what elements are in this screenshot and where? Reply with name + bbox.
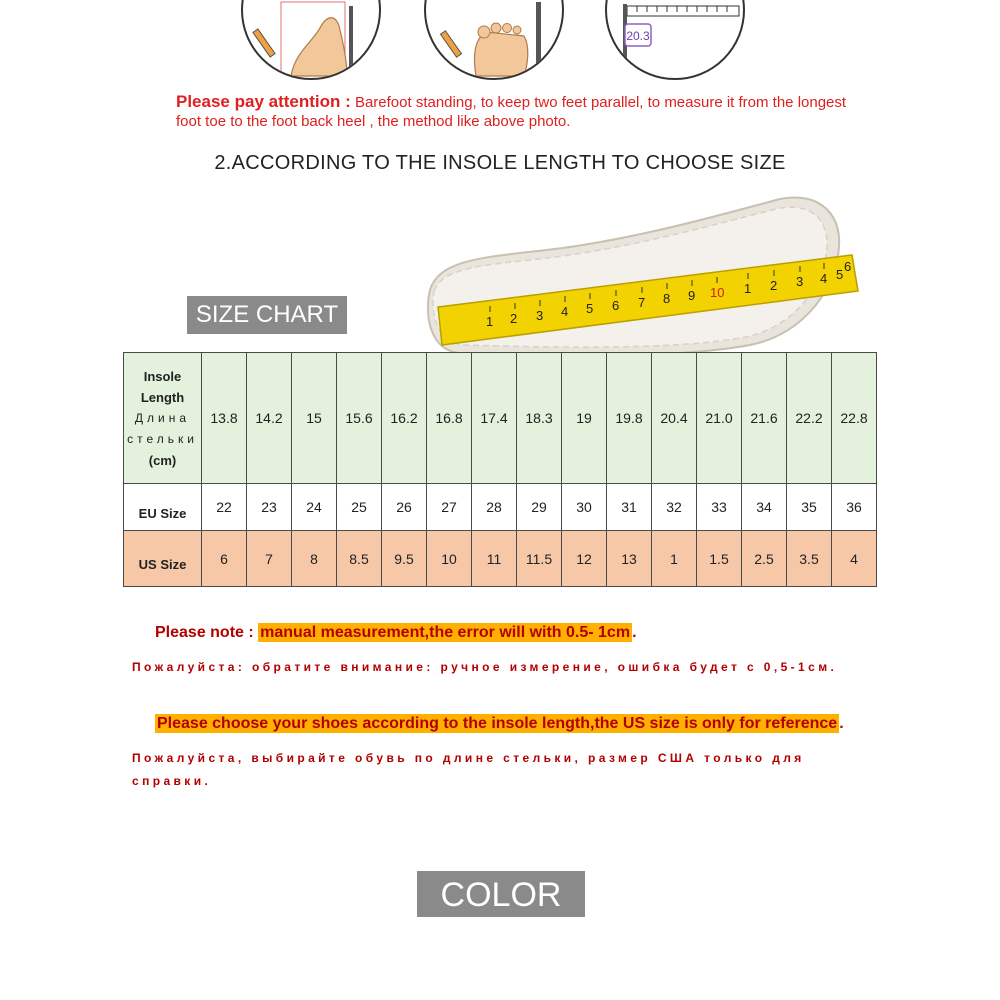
us-size-header: US Size (124, 531, 202, 587)
tape-mark-4: 4 (561, 304, 569, 319)
eu-cell: 29 (517, 484, 562, 531)
us-cell: 13 (607, 531, 652, 587)
measure-step-3 (605, 0, 745, 80)
insole-cell: 16.8 (427, 353, 472, 484)
size-reference-note-ru: Пожалуйста, выбирайте обувь по длине стельки, размер США только для справки. (132, 751, 805, 788)
insole-cell: 21.6 (742, 353, 787, 484)
insole-length-header (124, 353, 202, 484)
insole-unit: (cm) (148, 452, 177, 468)
us-cell: 1 (652, 531, 697, 587)
note-highlight: Please choose your shoes according to the insole length,the US size is only for reference (157, 715, 838, 732)
tape-mark-2: 2 (510, 311, 518, 326)
tape-mark-8: 8 (663, 291, 671, 306)
measure-step-2 (424, 0, 564, 80)
measurement-error-note-ru: Пожалуйста: обратите внимание: ручное измерение, ошибка будет с 0,5-1см. (132, 660, 838, 674)
attention-lead: Please pay attention : (176, 92, 351, 111)
eu-cell: 28 (472, 484, 517, 531)
tape-mark-5: 5 (586, 301, 594, 316)
us-cell: 9.5 (382, 531, 427, 587)
tape-mark-16: 6 (844, 259, 852, 274)
insole-cell: 13.8 (202, 353, 247, 484)
tape-mark-11: 1 (744, 281, 752, 296)
eu-cell: 30 (562, 484, 607, 531)
size-chart-label: SIZE CHART (187, 296, 347, 334)
us-cell: 11.5 (517, 531, 562, 587)
measure-step-1 (241, 0, 381, 80)
attention-note (176, 92, 856, 131)
eu-cell: 35 (787, 484, 832, 531)
eu-cell: 22 (202, 484, 247, 531)
tape-mark-13: 3 (796, 274, 804, 289)
tape-mark-12: 2 (770, 278, 778, 293)
us-size-row (124, 531, 877, 587)
tape-mark-14: 4 (820, 271, 828, 286)
ruler-reading: 20.3 (626, 29, 650, 43)
tape-mark-6: 6 (612, 298, 620, 313)
note-tail: . (632, 624, 637, 641)
insole-cell: 19.8 (607, 353, 652, 484)
color-label: COLOR (417, 871, 585, 917)
us-cell: 6 (202, 531, 247, 587)
eu-cell: 25 (337, 484, 382, 531)
insole-length-row (124, 353, 877, 484)
tape-mark-9: 9 (688, 288, 696, 303)
note-lead: Please note : (155, 624, 254, 641)
insole-photo (420, 195, 860, 355)
tape-mark-3: 3 (536, 308, 544, 323)
eu-cell: 27 (427, 484, 472, 531)
insole-cell: 18.3 (517, 353, 562, 484)
foot-side-icon (243, 0, 381, 80)
foot-top-icon (426, 0, 564, 80)
us-cell: 8.5 (337, 531, 382, 587)
insole-cell: 17.4 (472, 353, 517, 484)
eu-cell: 24 (292, 484, 337, 531)
eu-cell: 34 (742, 484, 787, 531)
us-cell: 10 (427, 531, 472, 587)
insole-cell: 22.8 (832, 353, 877, 484)
tape-mark-10: 10 (710, 285, 725, 300)
insole-cell: 16.2 (382, 353, 427, 484)
note-highlight: manual measurement,the error will with 0.5- 1cm (260, 624, 631, 641)
insole-cell: 15.6 (337, 353, 382, 484)
insole-label: Insole Length (140, 368, 185, 405)
eu-cell: 31 (607, 484, 652, 531)
insole-cell: 19 (562, 353, 607, 484)
us-cell: 1.5 (697, 531, 742, 587)
insole-cell: 21.0 (697, 353, 742, 484)
size-reference-note (155, 715, 844, 733)
us-cell: 3.5 (787, 531, 832, 587)
eu-cell: 33 (697, 484, 742, 531)
insole-cell: 15 (292, 353, 337, 484)
measurement-error-note (155, 624, 637, 642)
attention-text: Barefoot standing, to keep two feet parallel, to measure it from the longest foot toe to the foot back heel , the method like above photo. (176, 94, 847, 130)
eu-size-header: EU Size (124, 484, 202, 531)
tape-mark-7: 7 (638, 295, 646, 310)
tape-mark-15: 5 (836, 267, 844, 282)
us-cell: 4 (832, 531, 877, 587)
ruler-icon (607, 0, 745, 80)
eu-cell: 23 (247, 484, 292, 531)
insole-tape-measure-icon (420, 195, 860, 355)
tape-mark-1: 1 (486, 314, 494, 329)
eu-cell: 32 (652, 484, 697, 531)
eu-cell: 26 (382, 484, 427, 531)
eu-cell: 36 (832, 484, 877, 531)
insole-cell: 20.4 (652, 353, 697, 484)
us-cell: 7 (247, 531, 292, 587)
us-cell: 11 (472, 531, 517, 587)
insole-cell: 22.2 (787, 353, 832, 484)
insole-label-ru: Длина стельки (127, 410, 198, 446)
eu-size-row (124, 484, 877, 531)
size-table (123, 352, 877, 587)
step-title: 2.ACCORDING TO THE INSOLE LENGTH TO CHOOSE SIZE (214, 152, 786, 174)
us-cell: 8 (292, 531, 337, 587)
note-tail: . (839, 715, 844, 732)
insole-cell: 14.2 (247, 353, 292, 484)
us-cell: 2.5 (742, 531, 787, 587)
us-cell: 12 (562, 531, 607, 587)
